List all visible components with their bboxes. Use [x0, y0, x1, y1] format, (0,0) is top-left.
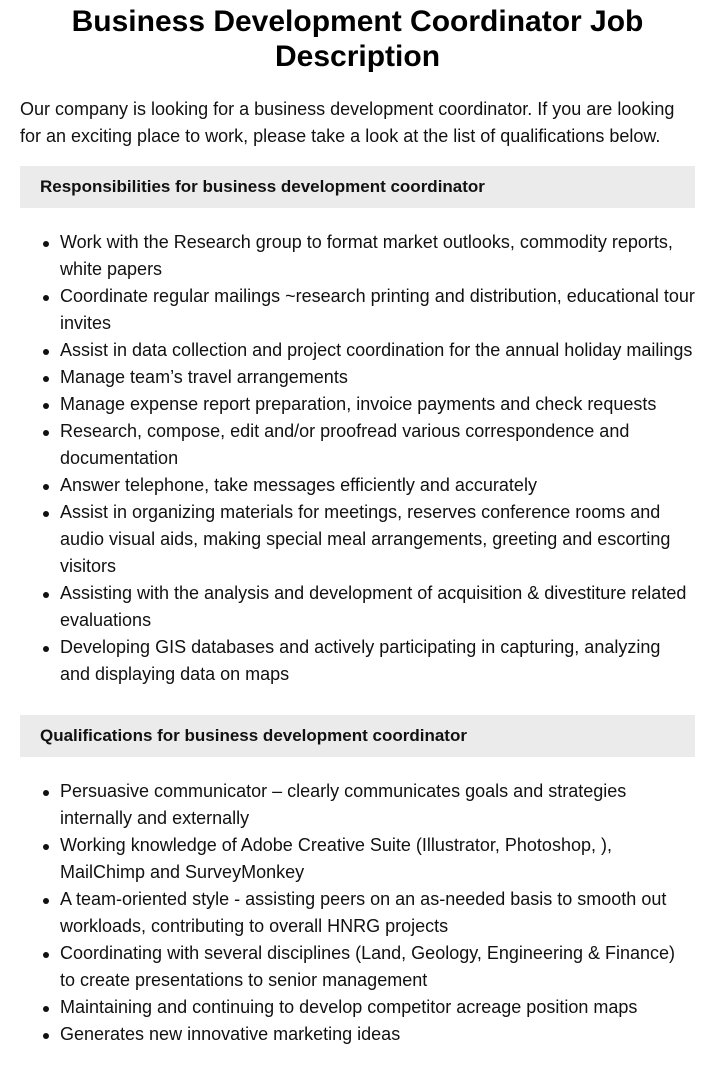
list-item-text: Research, compose, edit and/or proofread various correspondence and documentation: [60, 421, 630, 468]
list-item: [60, 418, 695, 472]
list-item: [60, 940, 695, 994]
list-item: [60, 832, 695, 886]
list-item-text: Assist in organizing materials for meetings, reserves conference rooms and audio visual aids, making special meal arrangements, greeting and escorting visitors: [60, 502, 671, 576]
list-item-text: Assist in data collection and project coordination for the annual holiday mailings: [60, 340, 693, 360]
list-item-text: Working knowledge of Adobe Creative Suite (Illustrator, Photoshop, ), MailChimp and SurveyMonkey: [60, 835, 612, 882]
list-item: [60, 472, 695, 499]
page-title: Business Development Coordinator Job Description: [71, 5, 644, 73]
list-item: [60, 229, 695, 283]
list-item-text: Manage team’s travel arrangements: [60, 367, 348, 387]
list-item: [60, 634, 695, 688]
list-item-text: Manage expense report preparation, invoice payments and check requests: [60, 394, 657, 414]
bullet-icon: [43, 844, 49, 850]
list-item: [60, 994, 695, 1021]
bullet-icon: [43, 403, 49, 409]
qualifications-heading: Qualifications for business development coordinator: [20, 715, 695, 757]
bullet-icon: [43, 646, 49, 652]
list-item-text: Generates new innovative marketing ideas: [60, 1024, 401, 1044]
bullet-icon: [43, 484, 49, 490]
responsibilities-list: [20, 229, 695, 688]
list-item-text: Persuasive communicator – clearly communicates goals and strategies internally and externally: [60, 781, 627, 828]
list-item-text: Developing GIS databases and actively participating in capturing, analyzing and displaying data on maps: [60, 637, 661, 684]
responsibilities-heading: Responsibilities for business development coordinator: [20, 166, 695, 208]
list-item: [60, 391, 695, 418]
list-item-text: Maintaining and continuing to develop competitor acreage position maps: [60, 997, 638, 1017]
bullet-icon: [43, 349, 49, 355]
qualifications-list: [20, 778, 695, 1048]
bullet-icon: [43, 592, 49, 598]
list-item: [60, 499, 695, 580]
bullet-icon: [43, 898, 49, 904]
bullet-icon: [43, 1006, 49, 1012]
bullet-icon: [43, 295, 49, 301]
bullet-icon: [43, 511, 49, 517]
list-item-text: Answer telephone, take messages efficiently and accurately: [60, 475, 537, 495]
list-item-text: Coordinate regular mailings ~research printing and distribution, educational tour invites: [60, 286, 695, 333]
list-item: [60, 580, 695, 634]
list-item: [60, 337, 695, 364]
list-item-text: Coordinating with several disciplines (Land, Geology, Engineering & Finance) to create presentations to senior management: [60, 943, 676, 990]
list-item-text: Assisting with the analysis and development of acquisition & divestiture related evaluations: [60, 583, 687, 630]
section-spacer: [20, 688, 695, 699]
list-item-text: Work with the Research group to format market outlooks, commodity reports, white papers: [60, 232, 673, 279]
list-item-text: A team-oriented style - assisting peers on an as-needed basis to smooth out workloads, contributing to overall HNRG projects: [60, 889, 667, 936]
list-item: [60, 886, 695, 940]
list-item: [60, 283, 695, 337]
bullet-icon: [43, 376, 49, 382]
bullet-icon: [43, 952, 49, 958]
bullet-icon: [43, 1033, 49, 1039]
list-item: [60, 364, 695, 391]
list-item: [60, 778, 695, 832]
list-item: [60, 1021, 695, 1048]
intro-paragraph: Our company is looking for a business development coordinator. If you are looking for an exciting place to work, please take a look at the list of qualifications below.: [20, 99, 675, 146]
bullet-icon: [43, 790, 49, 796]
bullet-icon: [43, 430, 49, 436]
bullet-icon: [43, 241, 49, 247]
